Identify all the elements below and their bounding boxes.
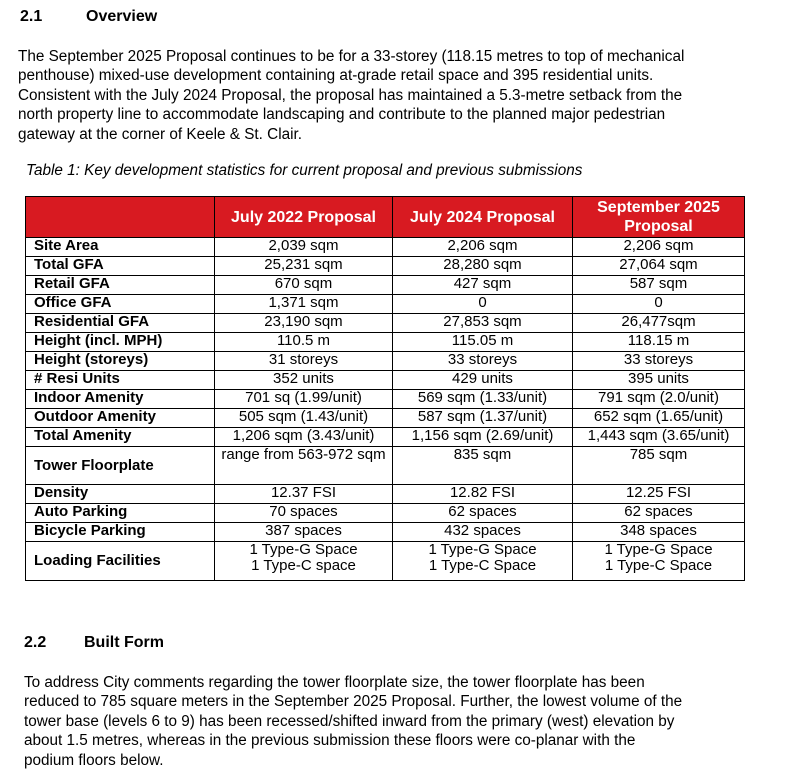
table-cell: 670 sqm [215, 276, 393, 295]
section-number: 2.1 [20, 8, 43, 25]
table-cell: 2,039 sqm [215, 238, 393, 257]
table-row [26, 314, 745, 333]
table-cell: 701 sq (1.99/unit) [215, 390, 393, 409]
row-label: Office GFA [26, 295, 215, 314]
row-label: Residential GFA [26, 314, 215, 333]
paragraph-line: north property line to accommodate landscaping and contribute to the planned major pedestrian [18, 106, 666, 124]
paragraph-line: podium floors below. [24, 751, 164, 769]
paragraph-line: reduced to 785 square meters in the September 2025 Proposal. Further, the lowest volume of the [24, 693, 683, 711]
table-row [26, 523, 745, 542]
row-label: Loading Facilities [26, 542, 215, 581]
table-cell: 348 spaces [573, 523, 745, 542]
section-heading-overview [20, 8, 157, 26]
table-caption: Table 1: Key development statistics for current proposal and previous submissions [26, 162, 583, 179]
row-label: Height (incl. MPH) [26, 333, 215, 352]
row-label: Auto Parking [26, 504, 215, 523]
table-cell: 33 storeys [573, 352, 745, 371]
section-title: Built Form [84, 634, 164, 651]
table-row [26, 371, 745, 390]
row-label: Outdoor Amenity [26, 409, 215, 428]
table-cell: 27,064 sqm [573, 257, 745, 276]
section-number: 2.2 [24, 634, 47, 651]
table-cell: 110.5 m [215, 333, 393, 352]
table-cell: 1 Type-G Space 1 Type-C Space [573, 542, 745, 581]
paragraph-line: about 1.5 metres, whereas in the previous submission these floors were co-planar with the [24, 732, 636, 750]
table-cell: 569 sqm (1.33/unit) [393, 390, 573, 409]
table-cell: 62 spaces [573, 504, 745, 523]
table-cell: 31 storeys [215, 352, 393, 371]
paragraph-line: gateway at the corner of Keele & St. Clair. [18, 125, 302, 143]
table-row [26, 390, 745, 409]
section-heading-built-form [24, 634, 164, 652]
table-cell: 28,280 sqm [393, 257, 573, 276]
table-row [26, 276, 745, 295]
row-label: Total GFA [26, 257, 215, 276]
row-label: # Resi Units [26, 371, 215, 390]
table-cell: 835 sqm [393, 447, 573, 485]
row-label: Retail GFA [26, 276, 215, 295]
table-cell: 26,477sqm [573, 314, 745, 333]
table-row [26, 428, 745, 447]
row-label: Site Area [26, 238, 215, 257]
table-cell: 1,156 sqm (2.69/unit) [393, 428, 573, 447]
table-cell: 1 Type-G Space 1 Type-C Space [393, 542, 573, 581]
table-row [26, 352, 745, 371]
table-cell: 0 [573, 295, 745, 314]
table-cell: 352 units [215, 371, 393, 390]
table-row [26, 295, 745, 314]
row-label: Indoor Amenity [26, 390, 215, 409]
table-cell: 2,206 sqm [573, 238, 745, 257]
table-header-row [26, 197, 745, 238]
table-row [26, 504, 745, 523]
table-cell: 25,231 sqm [215, 257, 393, 276]
table-cell: 1,371 sqm [215, 295, 393, 314]
row-label: Tower Floorplate [26, 447, 215, 485]
table-row [26, 333, 745, 352]
paragraph-line: The September 2025 Proposal continues to be for a 33-storey (118.15 metres to top of mechanical [18, 48, 685, 65]
table-cell: 1,206 sqm (3.43/unit) [215, 428, 393, 447]
overview-paragraph [18, 47, 758, 144]
table-cell: 785 sqm [573, 447, 745, 485]
table-cell: 505 sqm (1.43/unit) [215, 409, 393, 428]
paragraph-line: Consistent with the July 2024 Proposal, the proposal has maintained a 5.3-metre setback from the [18, 86, 683, 104]
table-cell: 12.82 FSI [393, 485, 573, 504]
table-cell: 395 units [573, 371, 745, 390]
table-cell: 33 storeys [393, 352, 573, 371]
table-cell: 652 sqm (1.65/unit) [573, 409, 745, 428]
table-cell: 0 [393, 295, 573, 314]
built-form-paragraph [24, 673, 764, 770]
row-label: Bicycle Parking [26, 523, 215, 542]
table-cell: 387 spaces [215, 523, 393, 542]
table-cell: 791 sqm (2.0/unit) [573, 390, 745, 409]
table-cell: 1 Type-G Space 1 Type-C space [215, 542, 393, 581]
table-cell: 432 spaces [393, 523, 573, 542]
table-row [26, 257, 745, 276]
table-row [26, 485, 745, 504]
table-cell: 27,853 sqm [393, 314, 573, 333]
table-cell: 62 spaces [393, 504, 573, 523]
row-label: Density [26, 485, 215, 504]
development-statistics-table [25, 196, 745, 581]
row-label: Height (storeys) [26, 352, 215, 371]
section-title: Overview [86, 8, 158, 25]
table-row [26, 542, 745, 581]
table-row [26, 447, 745, 485]
table-row [26, 409, 745, 428]
table-header-cell: September 2025 Proposal [573, 197, 745, 238]
table-cell: 587 sqm [573, 276, 745, 295]
row-label: Total Amenity [26, 428, 215, 447]
table-cell: 70 spaces [215, 504, 393, 523]
table-cell: 1,443 sqm (3.65/unit) [573, 428, 745, 447]
table-cell: 429 units [393, 371, 573, 390]
table-header-cell: July 2024 Proposal [393, 197, 573, 238]
table-header-cell: July 2022 Proposal [215, 197, 393, 238]
paragraph-line: tower base (levels 6 to 9) has been recessed/shifted inward from the primary (west) elevation by [24, 712, 675, 730]
table-cell: 115.05 m [393, 333, 573, 352]
table-cell: 12.37 FSI [215, 485, 393, 504]
table-cell: 23,190 sqm [215, 314, 393, 333]
table-cell: 118.15 m [573, 333, 745, 352]
table-cell: 587 sqm (1.37/unit) [393, 409, 573, 428]
table-header-cell [26, 197, 215, 238]
paragraph-line: penthouse) mixed-use development containing at-grade retail space and 395 residential units. [18, 67, 654, 85]
table-row [26, 238, 745, 257]
table-cell: 2,206 sqm [393, 238, 573, 257]
table-cell: range from 563-972 sqm [215, 447, 393, 485]
table-cell: 427 sqm [393, 276, 573, 295]
table-cell: 12.25 FSI [573, 485, 745, 504]
paragraph-line: To address City comments regarding the tower floorplate size, the tower floorplate has been [24, 674, 645, 691]
